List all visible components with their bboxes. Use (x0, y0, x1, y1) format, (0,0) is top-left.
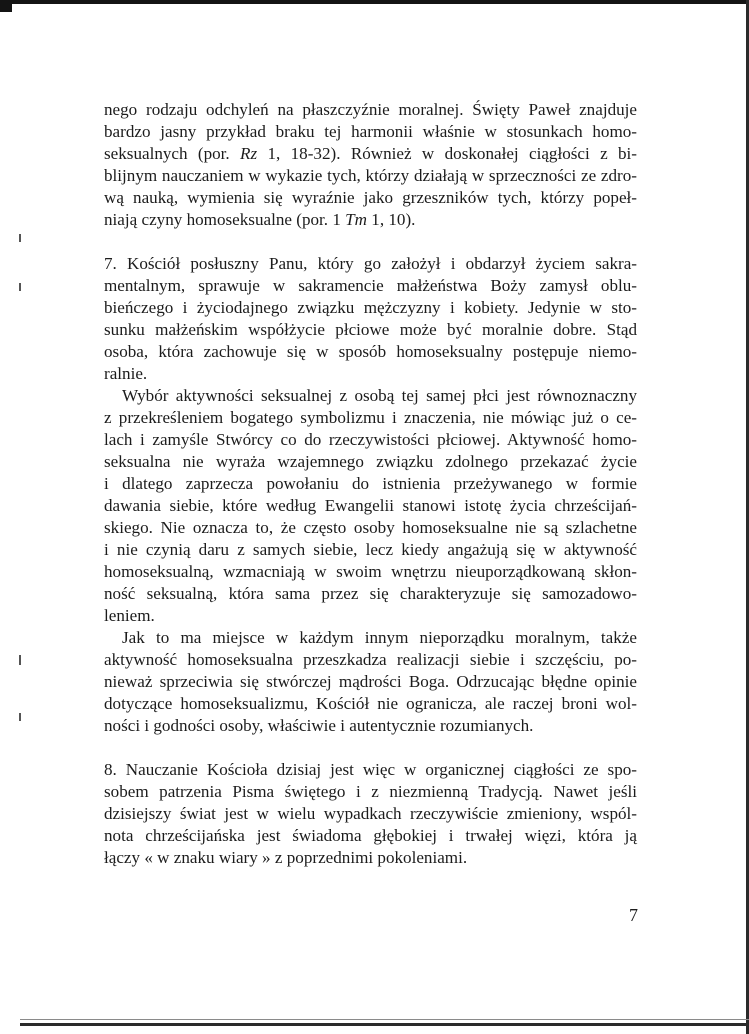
scan-margin-mark (19, 234, 21, 242)
text-line: leniem. (104, 606, 155, 625)
text-line: 7. Kościół posłuszny Panu, który go założył i obdarzył życiem sakra- (104, 254, 637, 273)
page-number: 7 (629, 905, 638, 925)
text-line: i nie czynią daru z samych siebie, lecz kiedy angażują się w aktywność (104, 540, 637, 559)
paragraph-gap (104, 737, 637, 759)
scan-top-border (0, 0, 749, 4)
text-line: aktywność homoseksualna przeszkadza realizacji siebie i szczęściu, po- (104, 650, 637, 669)
text-line: Wybór aktywności seksualnej z osobą tej samej płci jest równoznaczny (122, 386, 637, 405)
text-line: 8. Nauczanie Kościoła dzisiaj jest więc w organicznej ciągłości ze spo- (104, 760, 637, 779)
text-line: blijnym nauczaniem w wykazie tych, którzy działają w sprzeczności ze zdro- (104, 166, 637, 185)
scan-margin-mark (19, 655, 21, 665)
text-line: i dlatego zaprzecza powołaniu do istnienia przeżywanego w formie (104, 474, 637, 493)
paragraph (104, 253, 637, 385)
text-line: ności i godności osoby, właściwie i autentycznie rozumianych. (104, 716, 534, 735)
paragraph (104, 627, 637, 737)
text-line: łączy « w znaku wiary » z poprzednimi pokoleniami. (104, 848, 468, 867)
paragraph (104, 385, 637, 627)
text-line: niają czyny homoseksualne (por. 1 Tm 1, 10). (104, 210, 416, 229)
text-line: wą nauką, wymienia się wyraźnie jako grzeszników tych, którzy popeł- (104, 188, 637, 207)
text-line: lach i zamyśle Stwórcy co do rzeczywistości płciowej. Aktywność homo- (104, 430, 637, 449)
text-line: Jak to ma miejsce w każdym innym nieporządku moralnym, także (122, 628, 637, 647)
text-line: osoba, która zachowuje się w sposób homoseksualny postępuje niemo- (104, 342, 637, 361)
text-line: homoseksualną, wzmacniają w swoim wnętrzu nieuporządkowaną skłon- (104, 562, 637, 581)
paragraph (104, 759, 637, 869)
text-line: z przekreśleniem bogatego symbolizmu i znaczenia, nie mówiąc już o ce- (104, 408, 637, 427)
text-line: seksualna nie wyraża wzajemnego związku zdolnego przekazać życie (104, 452, 637, 471)
text-line: sunku małżeńskim współżycie płciowe może być moralnie dobre. Stąd (104, 320, 637, 339)
text-line: nieważ sprzeciwia się stwórczej mądrości Boga. Odrzucając błędne opinie (104, 672, 637, 691)
scan-corner-mark (0, 0, 12, 12)
text-line: skiego. Nie oznacza to, że często osoby homoseksualne nie są szlachetne (104, 518, 637, 537)
text-line: dzisiejszy świat jest w wielu wypadkach rzeczywiście zmieniony, wspól- (104, 804, 637, 823)
document-body (104, 99, 637, 869)
paragraph-gap (104, 231, 637, 253)
scan-margin-mark (19, 713, 21, 721)
paragraph (104, 99, 637, 231)
text-line: mentalnym, sprawuje w sakramencie małżeństwa Boży zamysł oblu- (104, 276, 637, 295)
scan-bottom-border (20, 1023, 749, 1026)
text-line: bieńczego i życiodajnego związku mężczyzny i kobiety. Jedynie w sto- (104, 298, 637, 317)
scan-margin-mark (19, 283, 21, 291)
text-line: ralnie. (104, 364, 148, 383)
scan-bottom-rule-thin (20, 1019, 749, 1020)
text-line: nego rodzaju odchyleń na płaszczyźnie moralnej. Święty Paweł znajduje (104, 100, 637, 119)
text-line: bardzo jasny przykład braku tej harmonii właśnie w stosunkach homo- (104, 122, 637, 141)
text-line: seksualnych (por. Rz 1, 18-32). Również w doskonałej ciągłości z bi- (104, 144, 638, 163)
text-line: nota chrześcijańska jest świadoma głębokiej i trwałej więzi, która ją (104, 826, 637, 845)
text-line: dawania siebie, które według Ewangelii stanowi istotę życia chrześcijań- (104, 496, 637, 515)
text-line: dotyczące homoseksualizmu, Kościół nie ogranicza, ale raczej broni wol- (104, 694, 637, 713)
text-line: ność seksualną, która sama przez się charakteryzuje się samozadowo- (104, 584, 637, 603)
text-line: sobem patrzenia Pisma świętego i z niezmienną Tradycją. Nawet jeśli (104, 782, 637, 801)
